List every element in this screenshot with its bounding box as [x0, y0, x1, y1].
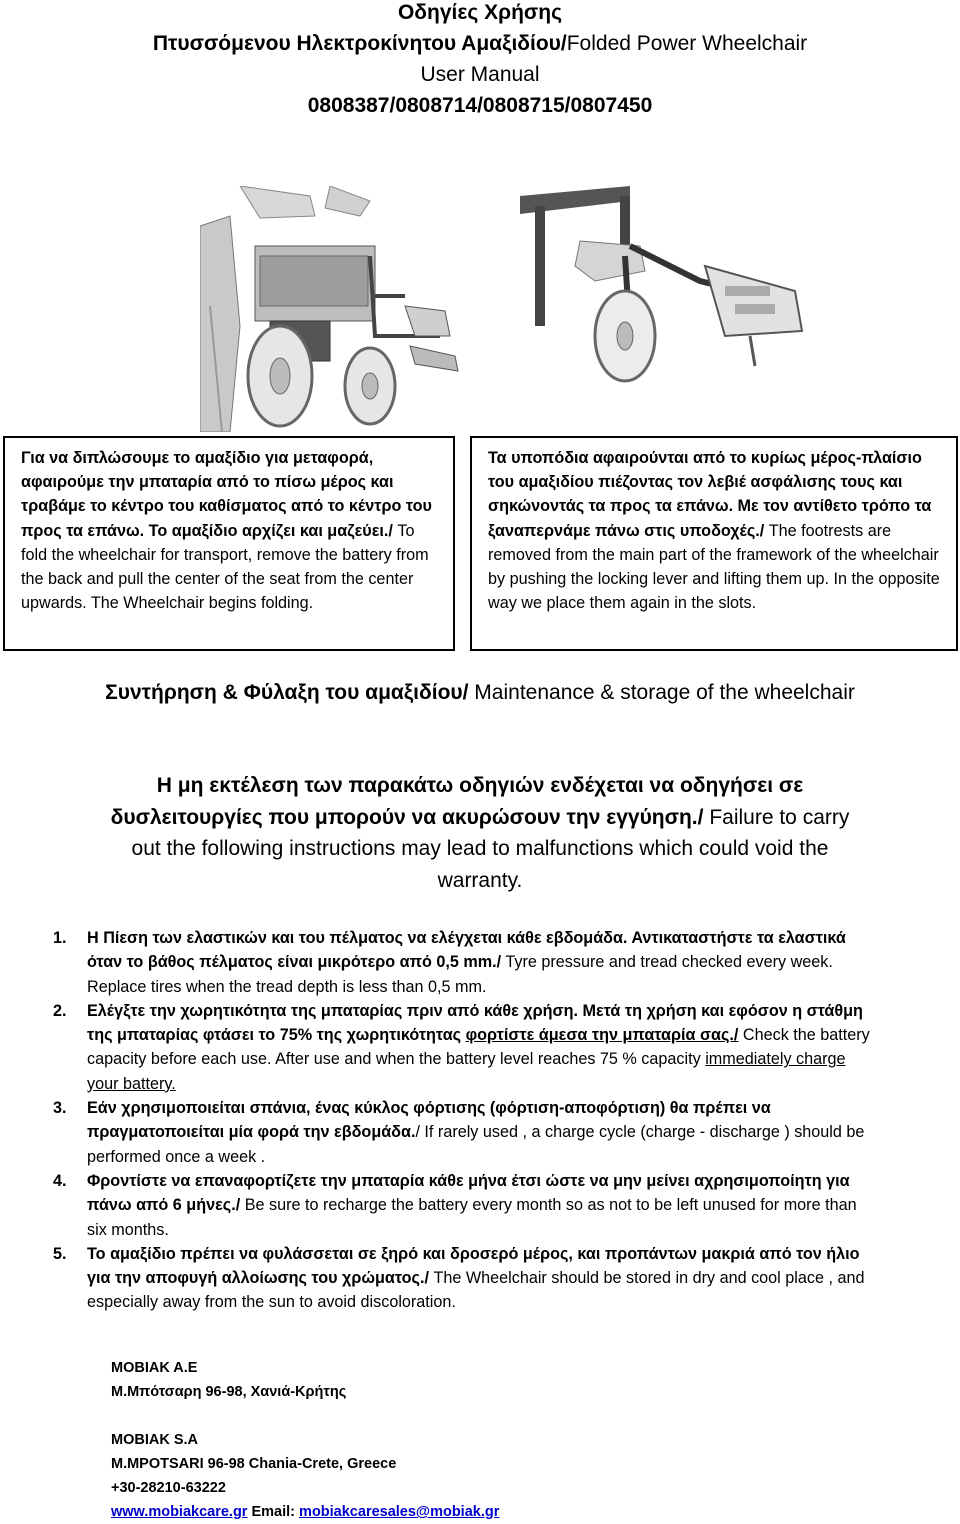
list-item [50, 1096, 880, 1169]
footrest-instructions-english: The footrests are removed from the main part of the framework of the wheelchair by pushing the locking lever and lifting them up. In the opposite way we place them again in the slots. [488, 521, 940, 613]
user-manual-label: User Manual [420, 63, 540, 86]
list-item-english: Be sure to recharge the battery every month so as not to be left unused for more than six months. [87, 1196, 857, 1239]
list-item [50, 1242, 880, 1315]
list-item [50, 1169, 880, 1242]
email-label: Email: [247, 1504, 300, 1520]
list-item-english: Tyre pressure and tread checked every week. Replace tires when the tread depth is less than 0,5 mm. [87, 953, 833, 996]
list-item-english: Check the battery capacity before each use. After use and when the battery level reaches 75 % capacity [87, 1026, 870, 1069]
email-link[interactable]: mobiakcaresales@mobiak.gr [299, 1504, 500, 1520]
list-item-english: / If rarely used , a charge cycle (charge - discharge ) should be performed once a week . [87, 1123, 865, 1166]
warning-english: Failure to carry out the following instructions may lead to malfunctions which could void the warranty. [131, 805, 850, 892]
list-item [50, 999, 880, 1096]
list-item-greek-underlined: φορτίστε άμεσα την μπαταρία σας./ [465, 1026, 739, 1045]
list-item-number: 3. [53, 1099, 67, 1118]
footrest-instructions-greek: Τα υποπόδια αφαιρούνται από το κυρίως μέρος-πλαίσιο του αμαξιδίου πιέζοντας τον λεβιέ ασφάλισης τους και σηκώνοντάς τα προς τα επάνω. Με τον αντίθετο τρόπο τα ξαναπερνάμε πάνω στις υποδοχές./ [488, 449, 932, 540]
folding-instructions-english: To fold the wheelchair for transport, remove the battery from the back and pull the center of the seat from the center upwards. The Wheelchair begins folding. [21, 521, 429, 613]
document-title: Οδηγίες Χρήσης [397, 1, 563, 24]
maintenance-list [50, 926, 880, 1315]
list-item-greek: Το αμαξίδιο πρέπει να φυλάσσεται σε ξηρό και δροσερό μέρος, και προπάντων μακριά από τον ήλιο για την αποφυγή αλλοίωσης του χρώματος./ [87, 1244, 860, 1288]
list-item-number: 2. [53, 1001, 67, 1020]
list-item-english: The Wheelchair should be stored in dry and cool place , and especially away from the sun to avoid discoloration. [87, 1269, 865, 1312]
warranty-warning [100, 770, 860, 896]
product-codes: 0808387/0808714/0808715/0807450 [307, 94, 653, 117]
list-item-greek: Φροντίστε να επαναφορτίζετε την μπαταρία κάθε μήνα έτσι ώστε να μην μείνει αχρησιμοποίητη για πάνω από 6 μήνες./ [87, 1171, 850, 1215]
warning-greek: Η μη εκτέλεση των παρακάτω οδηγιών ενδέχεται να οδηγήσει σε δυσλειτουργίες που μπορούν να ακυρώσουν την εγγύηση./ [110, 774, 804, 829]
company-name-greek: MOBIAK A.E [111, 1360, 198, 1376]
footrest-instructions-box [470, 436, 958, 651]
document-header [0, 0, 960, 121]
list-item-english-underlined: immediately charge your battery. [87, 1050, 846, 1093]
website-link[interactable]: www.mobiakcare.gr [111, 1504, 248, 1520]
folding-instructions-greek: Για να διπλώσουμε το αμαξίδιο για μεταφορά, αφαιρούμε την μπαταρία από το πίσω μέρος και τραβάμε το κέντρο του καθίσματος από το κέντρο του προς τα επάνω. Το αμαξίδιο αρχίζει και μαζεύει./ [21, 449, 432, 540]
list-item-number: 5. [53, 1244, 67, 1263]
list-item-greek: Η Πίεση των ελαστικών και του πέλματος να ελέγχεται κάθε εβδομάδα. Αντικαταστήστε τα ελαστικά όταν το βάθος πέλματος είναι μικρότερο από 0,5 mm./ [87, 929, 846, 972]
list-item-greek: Ελέγξτε την χωρητικότητα της μπαταρίας πριν από κάθε χρήση. Μετά τη χρήση και εφόσον η στάθμη της μπαταρίας φτάσει το 75% της χωρητικότητας [87, 1001, 863, 1045]
list-item [50, 926, 880, 999]
list-item-number: 1. [53, 929, 67, 947]
company-footer [111, 1356, 499, 1524]
company-address-greek: Μ.Μπότσαρη 96-98, Χανιά-Κρήτης [111, 1384, 347, 1400]
subtitle-english: Folded Power Wheelchair [566, 32, 808, 55]
section-title-english: Maintenance & storage of the wheelchair [468, 681, 855, 704]
list-item-number: 4. [53, 1171, 67, 1190]
subtitle-greek: Πτυσσόμενου Ηλεκτροκίνητου Αμαξιδίου/ [152, 32, 567, 55]
folding-wheelchair-photo [200, 186, 465, 432]
company-name-english: MOBIAK S.A [111, 1432, 198, 1448]
company-phone: +30-28210-63222 [111, 1480, 226, 1496]
footrest-removal-photo [520, 186, 805, 386]
document-subtitle [0, 28, 960, 59]
maintenance-section-title [0, 677, 960, 708]
section-title-greek: Συντήρηση & Φύλαξη του αμαξιδίου/ [105, 681, 469, 704]
company-address-english: M.MPOTSARI 96-98 Chania-Crete, Greece [111, 1456, 397, 1472]
list-item-greek: Εάν χρησιμοποιείται σπάνια, ένας κύκλος φόρτισης (φόρτιση-αποφόρτιση) θα πρέπει να πραγματοποιείται μία φορά την εβδομάδα. [87, 1099, 771, 1142]
company-contact [111, 1500, 499, 1524]
folding-instructions-box [3, 436, 455, 651]
